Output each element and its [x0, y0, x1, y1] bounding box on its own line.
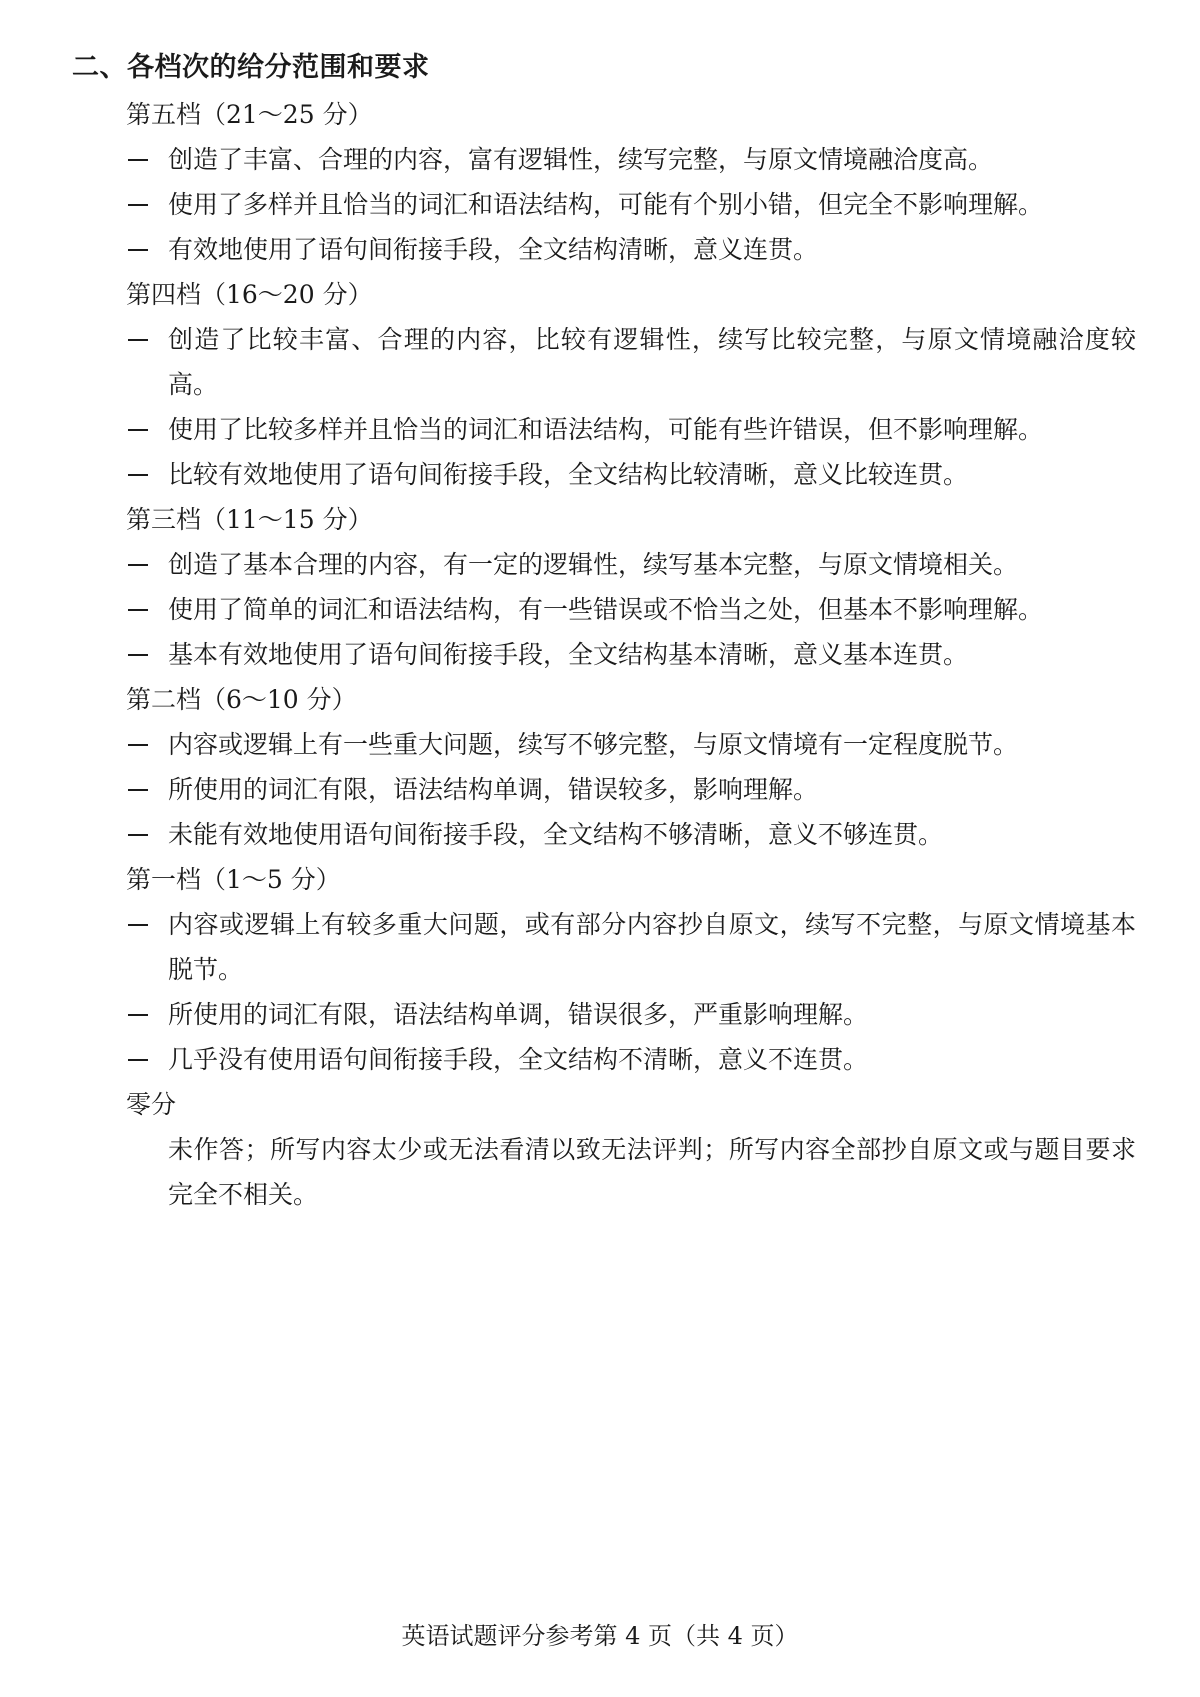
- criteria-text: 创造了丰富、合理的内容，富有逻辑性，续写完整，与原文情境融洽度高。: [168, 145, 994, 174]
- criteria-text: 所使用的词汇有限，语法结构单调，错误很多，严重影响理解。: [168, 1000, 869, 1029]
- criteria-text: 未能有效地使用语句间衔接手段，全文结构不够清晰，意义不够连贯。: [168, 820, 944, 849]
- scoring-criteria: [126, 92, 1136, 1217]
- criteria-item: [126, 902, 1136, 992]
- level-zero: [126, 1082, 1136, 1217]
- criteria-item: [126, 1037, 1136, 1082]
- level-1: [126, 857, 1136, 1082]
- level-4: [126, 272, 1136, 497]
- level-heading: 第三档（11～15 分）: [126, 505, 373, 534]
- criteria-item: [126, 632, 1136, 677]
- level-3: [126, 497, 1136, 677]
- criteria-text: 有效地使用了语句间衔接手段，全文结构清晰，意义连贯。: [168, 235, 819, 264]
- criteria-text: 内容或逻辑上有一些重大问题，续写不够完整，与原文情境有一定程度脱节。: [168, 730, 1019, 759]
- criteria-item: [126, 767, 1136, 812]
- criteria-item: [126, 722, 1136, 767]
- criteria-item: [126, 137, 1136, 182]
- criteria-item: [126, 227, 1136, 272]
- criteria-text: 创造了基本合理的内容，有一定的逻辑性，续写基本完整，与原文情境相关。: [168, 550, 1019, 579]
- level-2: [126, 677, 1136, 857]
- criteria-item: [126, 182, 1136, 227]
- criteria-text: 基本有效地使用了语句间衔接手段，全文结构基本清晰，意义基本连贯。: [168, 640, 969, 669]
- criteria-item: [126, 992, 1136, 1037]
- dash-bullet: [128, 1059, 148, 1061]
- criteria-text: 几乎没有使用语句间衔接手段，全文结构不清晰，意义不连贯。: [168, 1045, 869, 1074]
- level-heading: 第五档（21～25 分）: [126, 100, 373, 129]
- criteria-item: [126, 587, 1136, 632]
- criteria-item: [126, 542, 1136, 587]
- zero-description: 未作答；所写内容太少或无法看清以致无法评判；所写内容全部抄自原文或与题目要求完全不相关。: [168, 1135, 1136, 1209]
- dash-bullet: [128, 429, 148, 431]
- criteria-text: 使用了多样并且恰当的词汇和语法结构，可能有个别小错，但完全不影响理解。: [168, 190, 1044, 219]
- criteria-text: 比较有效地使用了语句间衔接手段，全文结构比较清晰，意义比较连贯。: [168, 460, 969, 489]
- criteria-text: 使用了比较多样并且恰当的词汇和语法结构，可能有些许错误，但不影响理解。: [168, 415, 1044, 444]
- section-title: 二、各档次的给分范围和要求: [72, 52, 430, 83]
- dash-bullet: [128, 654, 148, 656]
- level-heading: 零分: [126, 1090, 177, 1119]
- criteria-item: [126, 452, 1136, 497]
- dash-bullet: [128, 924, 148, 926]
- dash-bullet: [128, 789, 148, 791]
- dash-bullet: [128, 744, 148, 746]
- dash-bullet: [128, 204, 148, 206]
- level-5: [126, 92, 1136, 272]
- page-footer: 英语试题评分参考第 4 页（共 4 页）: [401, 1622, 799, 1650]
- criteria-item: [126, 812, 1136, 857]
- level-heading: 第四档（16～20 分）: [126, 280, 373, 309]
- dash-bullet: [128, 249, 148, 251]
- criteria-item: [126, 317, 1136, 407]
- criteria-text: 所使用的词汇有限，语法结构单调，错误较多，影响理解。: [168, 775, 819, 804]
- level-heading: 第二档（6～10 分）: [126, 685, 357, 714]
- criteria-text: 使用了简单的词汇和语法结构，有一些错误或不恰当之处，但基本不影响理解。: [168, 595, 1044, 624]
- dash-bullet: [128, 159, 148, 161]
- level-heading: 第一档（1～5 分）: [126, 865, 341, 894]
- dash-bullet: [128, 339, 148, 341]
- dash-bullet: [128, 1014, 148, 1016]
- dash-bullet: [128, 834, 148, 836]
- dash-bullet: [128, 609, 148, 611]
- criteria-text: 创造了比较丰富、合理的内容，比较有逻辑性，续写比较完整，与原文情境融洽度较高。: [168, 325, 1136, 399]
- dash-bullet: [128, 564, 148, 566]
- criteria-item: [126, 407, 1136, 452]
- dash-bullet: [128, 474, 148, 476]
- criteria-text: 内容或逻辑上有较多重大问题，或有部分内容抄自原文，续写不完整，与原文情境基本脱节。: [168, 910, 1136, 984]
